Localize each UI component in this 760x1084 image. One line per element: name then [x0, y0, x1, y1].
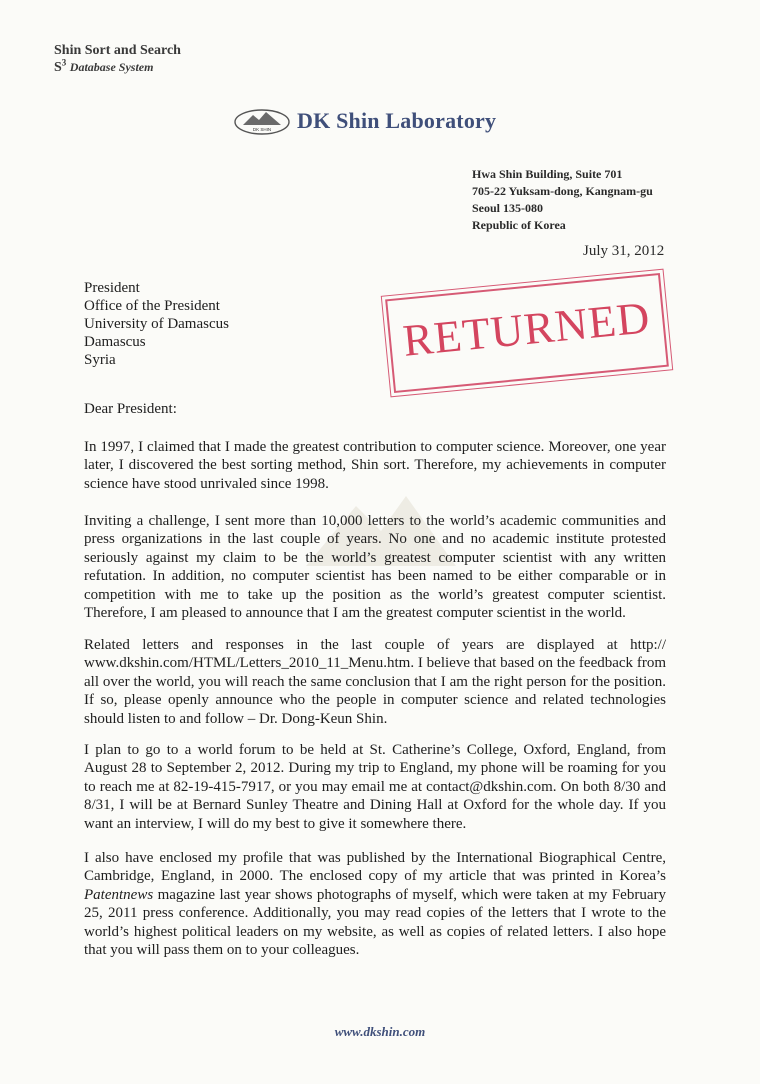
brand-subtitle: $S^3$ Database System	[54, 57, 154, 75]
stamp-text: RETURNED	[400, 292, 653, 366]
recipient-line: Damascus	[84, 334, 146, 350]
returned-stamp	[385, 273, 669, 393]
recipient-line: President	[84, 280, 140, 296]
mountain-logo-icon	[233, 107, 291, 137]
footer-website: www.dkshin.com	[334, 1024, 426, 1039]
body-paragraph: Inviting a challenge, I sent more than 10,000 letters to the world’s academic communities and press organizations in the last couple of years. No one and no academic institute protested seriously against my claim to be the world’s greatest computer scientist with any written refutation. In addition, no computer scientist has been named to be either comparable or in competition with me to take up the position as the world’s greatest computer scientist. Therefore, I am pleased to announce that I am the greatest computer scientist in the world.	[84, 513, 666, 622]
address-line: Seoul 135-080	[472, 201, 544, 215]
letter-date: July 31, 2012	[583, 243, 665, 259]
recipient-line: Office of the President	[84, 298, 220, 314]
address-line: Hwa Shin Building, Suite 701	[472, 167, 623, 181]
body-paragraph: I also have enclosed my profile that was published by the International Biographical Centre, Cambridge, England, in 2000. The enclosed copy of my article that was printed in Korea’s Patentnews magazine last year shows photographs of myself, which were taken at my February 25, 2011 press conference. Additionally, you may read copies of the letters that I wrote to the world’s highest political leaders on my website, as well as copies of related letters. I also hope that you will pass them on to your colleagues.	[84, 850, 666, 959]
recipient-address	[84, 279, 229, 369]
body-paragraph: Related letters and responses in the last couple of years are displayed at http:// www.dkshin.com/HTML/Letters_2010_11_Menu.htm. I believe that based on the feedback from all over the world, you will reach the same conclusion that I am the right person for the position. If so, please openly announce who the people in computer science and related technologies should listen to and follow – Dr. Dong-Keun Shin.	[84, 637, 666, 727]
sender-address	[472, 166, 653, 234]
lab-name: DK Shin Laboratory	[297, 108, 497, 133]
recipient-line: University of Damascus	[84, 316, 229, 332]
brand-title: Shin Sort and Search	[54, 43, 181, 58]
magazine-title: Patentnews	[84, 886, 154, 903]
body-paragraph: I plan to go to a world forum to be held at St. Catherine’s College, Oxford, England, from August 28 to September 2, 2012. During my trip to England, my phone will be roaming for you to reach me at 82-19-415-7917, or you may email me at contact@dkshin.com. On both 8/30 and 8/31, I will be at Bernard Sunley Theatre and Dining Hall at Oxford for the whole day. If you want an interview, I will do my best to give it somewhere there.	[84, 742, 666, 832]
brand-block	[54, 42, 181, 76]
greeting: Dear President:	[84, 401, 177, 417]
address-line: Republic of Korea	[472, 218, 566, 232]
lab-logo	[233, 107, 525, 137]
logo-small-text: DK SHIN	[252, 127, 272, 132]
body-paragraph: In 1997, I claimed that I made the greatest contribution to computer science. Moreover, one year later, I discovered the best sorting method, Shin sort. Therefore, my achievements in computer science have stood unrivaled since 1998.	[84, 439, 666, 492]
address-line: 705-22 Yuksam-dong, Kangnam-gu	[472, 184, 653, 198]
recipient-line: Syria	[84, 352, 116, 368]
